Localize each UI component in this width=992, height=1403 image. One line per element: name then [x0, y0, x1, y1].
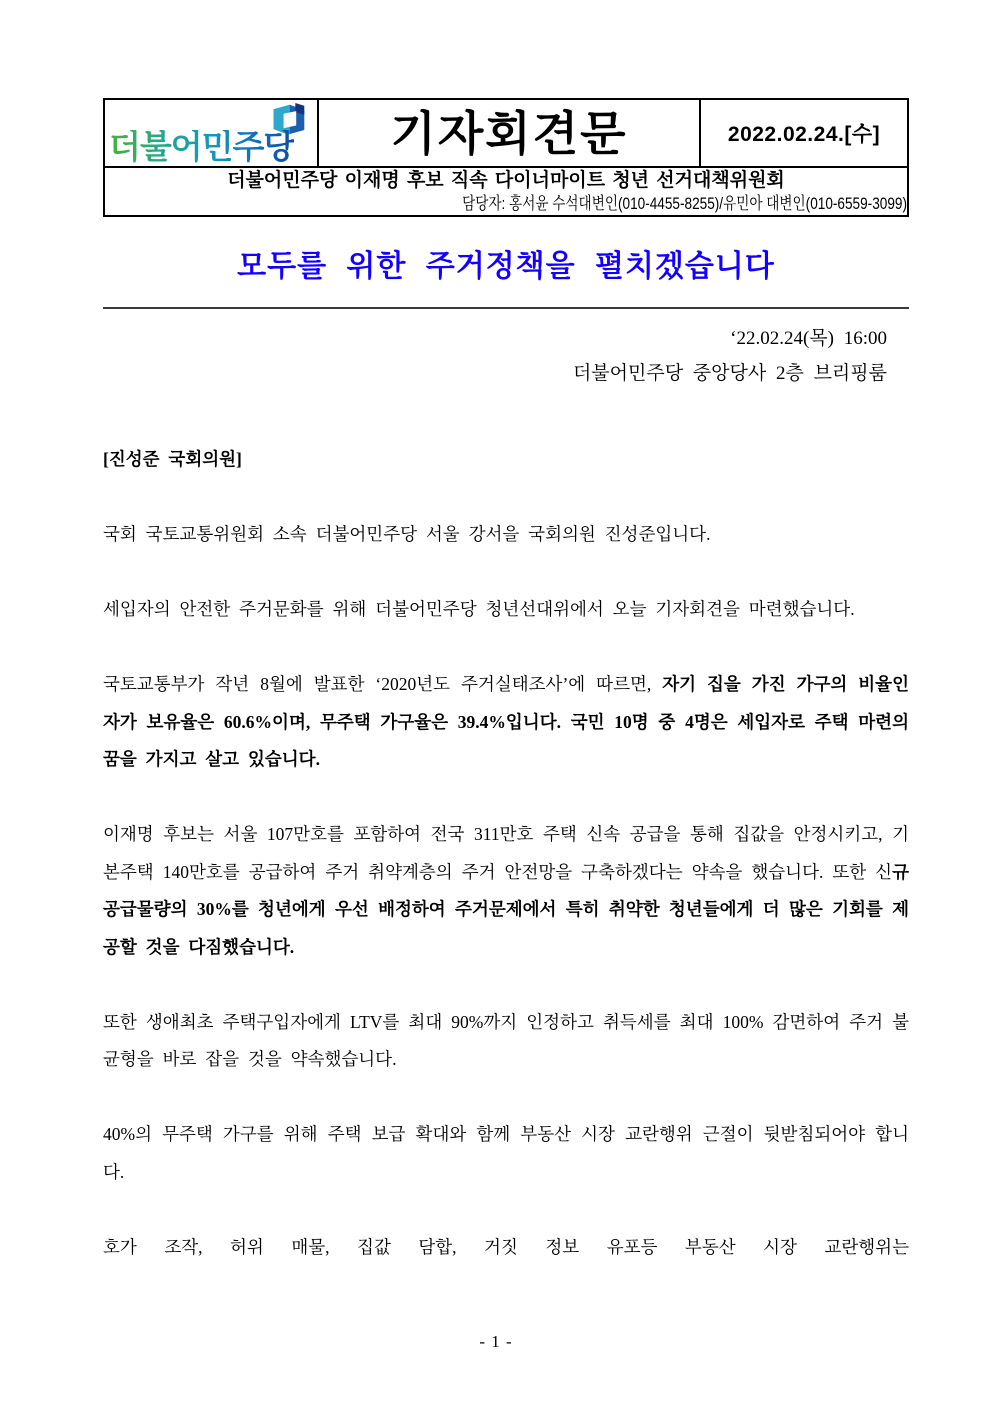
text-run: 국토교통부가 작년 8월에 발표한 ‘2020년도 주거실태조사’에 따르면, — [103, 674, 663, 694]
page-number: - 1 - — [479, 1332, 513, 1351]
paragraph — [103, 666, 909, 779]
text-run: 국회 국토교통위원회 소속 더불어민주당 서울 강서을 국회의원 진성준입니다. — [103, 524, 711, 544]
speaker-line: [진성준 국회의원] — [103, 449, 242, 469]
event-location: 더불어민주당 중앙당사 2층 브리핑룸 — [572, 363, 887, 384]
text-run: 호가 조작, 허위 매물, 집값 담합, 거짓 정보 유포등 부동산 시장 교란행위는 — [103, 1236, 909, 1257]
text-run: 40%의 무주택 가구를 위해 주택 보급 확대와 함께 부동산 시장 교란행위 근절이 뒷받침되어야 합니다. — [103, 1124, 909, 1182]
document-content — [103, 98, 909, 1266]
text-run: 이재명 후보는 서울 107만호를 포함하여 전국 311만호 주택 신속 공급을 통해 집값을 안정시키고, 기본주택 140만호를 공급하여 주거 취약계층의 주거 안전망을 구축하겠다는 약속을 했습니다. 또한 신 — [103, 824, 909, 882]
event-datetime: ‘22.02.24(목) 16:00 — [730, 328, 887, 349]
paragraph — [103, 591, 909, 629]
doc-date: 2022.02.24.[수] — [727, 123, 881, 146]
party-logo-wordmark: 더불어민주당 — [109, 128, 295, 165]
event-info — [103, 321, 909, 391]
text-run: 또한 생애최초 주택구입자에게 LTV를 최대 90%까지 인정하고 취득세를 최대 100% 감면하여 주거 불균형을 바로 잡을 것을 약속했습니다. — [103, 1011, 909, 1069]
header-meta-cell — [104, 167, 908, 216]
contact-line: 담당자: 홍서윤 수석대변인(010-4455-8255)/유민아 대변인(010-6559-3099) — [462, 194, 907, 213]
text-run: 세입자의 안전한 주거문화를 위해 더불어민주당 청년선대위에서 오늘 기자회견을 마련했습니다. — [103, 599, 855, 619]
text-run-bold: 규 공급물량의 30%를 청년에게 우선 배정하여 주거문제에서 특히 취약한 청년들에게 더 많은 기회를 제공할 것을 다짐했습니다. — [103, 861, 909, 957]
paragraph — [103, 1116, 909, 1191]
body-text — [103, 441, 909, 1266]
logo-cell — [104, 99, 318, 167]
committee-name: 더불어민주당 이재명 후보 직속 다이너마이트 청년 선거대책위원회 — [227, 170, 785, 191]
doc-date-cell — [700, 99, 908, 167]
paragraph — [103, 816, 909, 966]
paragraph — [103, 1004, 909, 1079]
paragraph — [103, 1229, 909, 1267]
text-run-bold: 자기 집을 가진 가구의 비율인 자가 보유율은 60.6%이며, 무주택 가구율은 39.4%입니다. 국민 10명 중 4명은 세입자로 주택 마련의 꿈을 가지고 살고 있습니다. — [103, 674, 909, 769]
doc-type-title: 기자회견문 — [390, 106, 628, 160]
divider-rule — [103, 307, 909, 309]
paragraph — [103, 516, 909, 554]
press-headline: 모두를 위한 주거정책을 펼치겠습니다 — [237, 250, 775, 283]
party-logo — [105, 100, 317, 166]
doc-type-cell — [318, 99, 700, 167]
header-table — [103, 98, 909, 217]
